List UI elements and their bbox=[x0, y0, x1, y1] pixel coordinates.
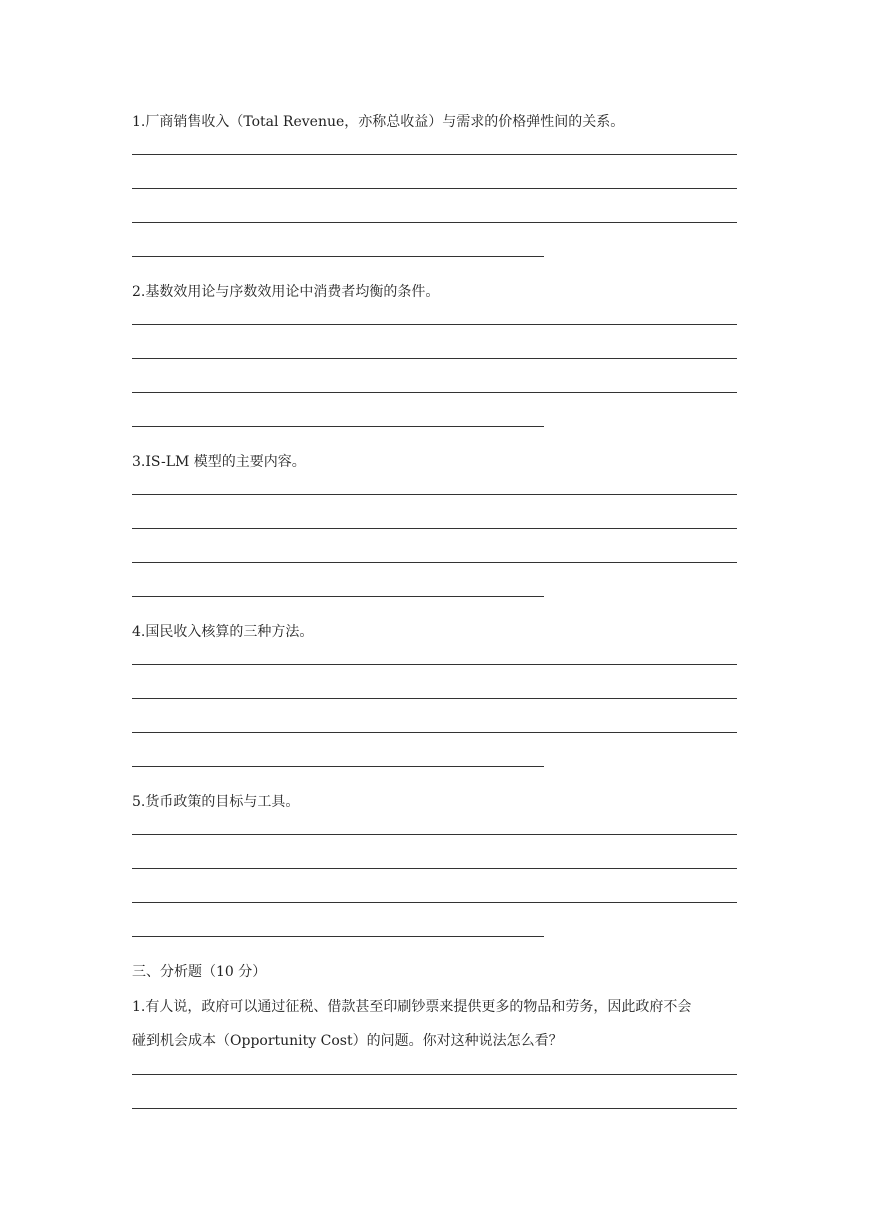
answer-line bbox=[132, 358, 737, 359]
answer-line bbox=[132, 834, 737, 835]
answer-line bbox=[132, 392, 737, 393]
answer-line bbox=[132, 698, 737, 699]
answer-line bbox=[132, 494, 737, 495]
answer-line bbox=[132, 154, 737, 155]
answer-line bbox=[132, 324, 737, 325]
question-block-4 bbox=[132, 622, 742, 642]
answer-line bbox=[132, 732, 737, 733]
answer-line bbox=[132, 562, 737, 563]
answer-line bbox=[132, 936, 544, 937]
question-block-2 bbox=[132, 282, 742, 302]
question-block-5 bbox=[132, 792, 742, 812]
analysis-question-line-2: 碰到机会成本（Opportunity Cost）的问题。你对这种说法怎么看？ bbox=[132, 1033, 563, 1049]
answer-line bbox=[132, 528, 737, 529]
answer-line bbox=[132, 664, 737, 665]
question-text: 5.货币政策的目标与工具。 bbox=[132, 794, 300, 810]
question-block-1 bbox=[132, 112, 742, 132]
answer-line bbox=[132, 868, 737, 869]
answer-line bbox=[132, 766, 544, 767]
analysis-question-block bbox=[132, 997, 742, 1051]
section-heading: 三、分析题（10 分） bbox=[132, 964, 267, 980]
question-text: 4.国民收入核算的三种方法。 bbox=[132, 624, 314, 640]
question-block-3 bbox=[132, 452, 742, 472]
answer-line bbox=[132, 256, 544, 257]
answer-line bbox=[132, 902, 737, 903]
answer-line bbox=[132, 1108, 737, 1109]
answer-line bbox=[132, 426, 544, 427]
answer-line bbox=[132, 222, 737, 223]
question-text: 2.基数效用论与序数效用论中消费者均衡的条件。 bbox=[132, 284, 440, 300]
question-text: 3.IS-LM 模型的主要内容。 bbox=[132, 454, 306, 470]
answer-line bbox=[132, 1074, 737, 1075]
question-text: 1.厂商销售收入（Total Revenue，亦称总收益）与需求的价格弹性间的关系。 bbox=[132, 114, 625, 130]
analysis-question-line-1: 1.有人说，政府可以通过征税、借款甚至印刷钞票来提供更多的物品和劳务，因此政府不会 bbox=[132, 999, 692, 1015]
answer-line bbox=[132, 596, 544, 597]
answer-line bbox=[132, 188, 737, 189]
